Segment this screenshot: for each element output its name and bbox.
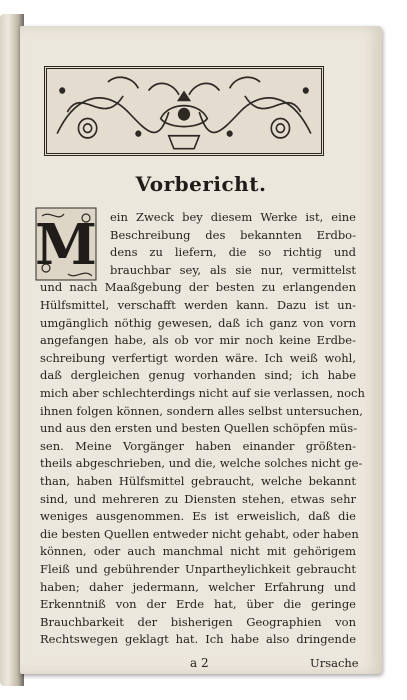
- text-line: umgänglich nöthig gewesen, daß ich ganz von vorn: [40, 315, 356, 330]
- svg-text:M: M: [35, 212, 97, 278]
- text-line: Fleiß und gebührender Unpartheylichkeit gebraucht: [40, 562, 356, 576]
- text-line: daß dergleichen genug vorhanden sind; ich habe: [40, 368, 356, 383]
- text-line: schreibung verfertigt worden wäre. Ich weiß wohl,: [40, 350, 356, 365]
- text-line: sind, und mehreren zu Diensten stehen, etwas sehr: [40, 491, 356, 506]
- ornamental-headpiece: [44, 66, 324, 156]
- catchword: Ursache: [310, 656, 359, 670]
- text-line: Erkenntniß von der Erde hat, über die geringe: [40, 597, 356, 612]
- text-line: than, haben Hülfsmittel gebraucht, welche bekannt: [40, 474, 356, 488]
- text-line: die besten Quellen entweder nicht gehabt, oder haben: [40, 526, 359, 541]
- book-page: [20, 26, 382, 674]
- text-line: Rechtswegen geklagt hat. Ich habe also dringende: [40, 632, 356, 647]
- decorated-initial: [34, 206, 98, 282]
- text-line: ihnen folgen können, sondern alles selbst untersuchen,: [40, 403, 363, 418]
- text-line: Beschreibung des bekannten Erdbo-: [110, 227, 356, 242]
- text-line: ein Zweck bey diesem Werke ist, eine: [110, 210, 356, 224]
- page-title: Vorbericht.: [135, 172, 267, 196]
- text-line: können, oder auch manchmal nicht mit gehörigem: [40, 544, 356, 559]
- text-line: und nach Maaßgebung der besten zu erlangenden: [40, 280, 356, 295]
- text-line: Hülfsmittel, verschafft werden kann. Dazu ist un-: [40, 298, 356, 312]
- text-line: Brauchbarkeit der bisherigen Geographien von: [40, 614, 356, 629]
- text-line: haben; daher jedermann, welcher Erfahrung und: [40, 579, 356, 594]
- text-line: weniges ausgenommen. Es ist erweislich, daß die: [40, 509, 356, 524]
- text-line: und aus den ersten und besten Quellen schöpfen müs-: [40, 421, 358, 436]
- text-line: dens zu liefern, die so richtig und: [110, 245, 356, 260]
- signature-mark: a 2: [190, 656, 209, 670]
- text-line: mich aber schlechterdings nicht auf sie verlassen, noch: [40, 386, 365, 400]
- text-line: sen. Meine Vorgänger haben einander größten-: [40, 438, 356, 453]
- text-line: theils abgeschrieben, und die, welche solches nicht ge-: [40, 456, 363, 471]
- text-line: brauchbar sey, als sie nur, vermittelst: [110, 262, 356, 277]
- text-line: angefangen habe, als ob vor mir noch keine Erdbe-: [40, 333, 356, 348]
